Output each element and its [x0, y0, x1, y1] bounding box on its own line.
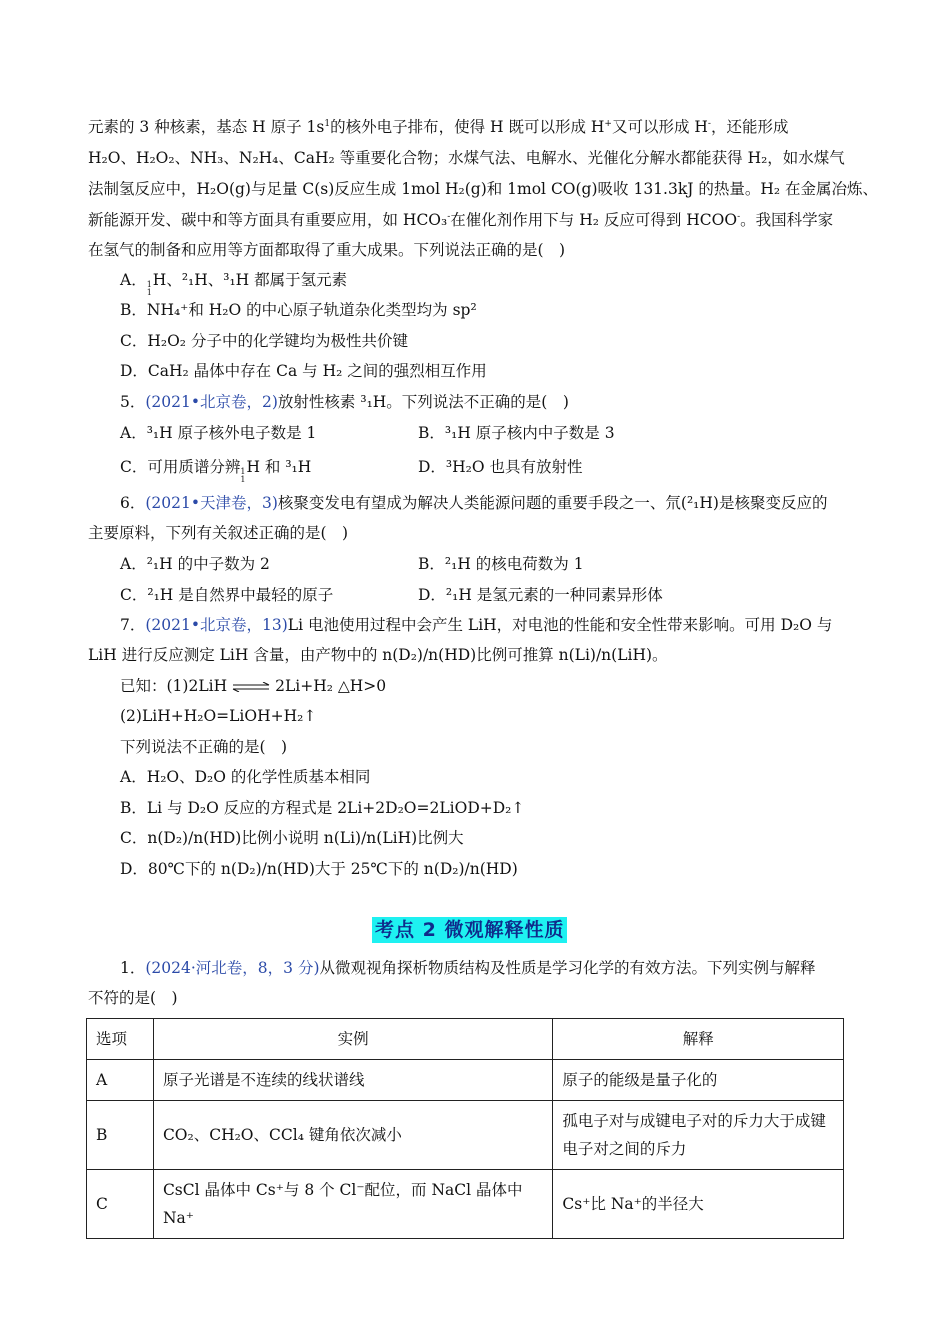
- q4-option-c: C．H₂O₂ 分子中的化学键均为极性共价键: [120, 332, 408, 350]
- q5-option-a: A．³₁H 原子核外电子数是 1: [120, 424, 317, 442]
- q4-option-d: D．CaH₂ 晶体中存在 Ca 与 H₂ 之间的强烈相互作用: [120, 362, 487, 380]
- q5-option-d: D．³H₂O 也具有放射性: [418, 458, 583, 476]
- q7-option-a: A．H₂O、D₂O 的化学性质基本相同: [120, 768, 371, 786]
- intro-line-1: 元素的 3 种核素，基态 H 原子 $1s^1$的核外电子排布，使得 H 既可以形成 H+又可以形成 H-，还能形成: [88, 118, 789, 136]
- s2q1-stem: 1．(2024·河北卷，8，3 分)从微观视角探析物质结构及性质是学习化学的有效方法。下列实例与解释: [120, 959, 816, 977]
- s2q1-stem-2: 不符的是( ): [88, 989, 178, 1007]
- q4-option-a: A． 1 1 H、²₁H、³₁H 都属于氢元素: [120, 271, 348, 297]
- q5-source-ref: (2021•北京卷，2): [145, 393, 278, 411]
- q7-ask: 下列说法不正确的是( ): [120, 738, 288, 756]
- intro-line-5: 在氢气的制备和应用等方面都取得了重大成果。下列说法正确的是( ): [88, 241, 566, 259]
- s2q1-source-ref: (2024·河北卷，8，3 分): [145, 959, 320, 977]
- q5-option-c: C．可用质谱分辨 1 1 H 和 ³₁H: [120, 458, 312, 484]
- q7-option-b: B．Li 与 D₂O 反应的方程式是 2Li+2D₂O=2LiOD+D₂↑: [120, 799, 525, 817]
- q7-known-1: 已知：(1)2LiH 2Li+H₂ △H>0: [120, 677, 387, 695]
- q4-option-b: B．NH₄⁺和 H₂O 的中心原子轨道杂化类型均为 sp²: [120, 301, 477, 319]
- q6-option-c: C．²₁H 是自然界中最轻的原子: [120, 586, 334, 604]
- table-cell: 孤电子对与成键电子对的斥力大于成键电子对之间的斥力: [553, 1101, 844, 1170]
- equilibrium-arrow-icon: [231, 682, 271, 692]
- table-cell: B: [87, 1101, 154, 1170]
- table-cell: 原子的能级是量子化的: [553, 1060, 844, 1101]
- intro-line-4: 新能源开发、碳中和等方面具有重要应用，如 HCO₃-在催化剂作用下与 H₂ 反应可得到 HCOO-。我国科学家: [88, 211, 834, 229]
- intro-line-2: H₂O、H₂O₂、NH₃、N₂H₄、CaH₂ 等重要化合物；水煤气法、电解水、光催化分解水都能获得 H₂，如水煤气: [88, 149, 845, 167]
- table-header-cell: 解释: [553, 1019, 844, 1060]
- q6-option-b: B．²₁H 的核电荷数为 1: [418, 555, 584, 573]
- table-row: [87, 1060, 844, 1101]
- table-cell: A: [87, 1060, 154, 1101]
- q6-source-ref: (2021•天津卷，3): [145, 494, 278, 512]
- q5-stem: 5．(2021•北京卷，2)放射性核素 ³₁H。下列说法不正确的是( ): [120, 393, 569, 411]
- table-header-cell: 实例: [153, 1019, 552, 1060]
- isotope-notation: 1 1: [146, 280, 152, 297]
- q7-stem-2: LiH 进行反应测定 LiH 含量，由产物中的 n(D₂)/n(HD)比例可推算 n(Li)/n(LiH)。: [88, 646, 668, 664]
- intro-line-3: 法制氢反应中，H₂O(g)与足量 C(s)反应生成 1mol H₂(g)和 1mol CO(g)吸收 131.3kJ 的热量。H₂ 在金属冶炼、: [88, 180, 879, 198]
- q6-stem-2: 主要原料，下列有关叙述正确的是( ): [88, 524, 349, 542]
- q6-option-a: A．²₁H 的中子数为 2: [120, 555, 270, 573]
- q7-source-ref: (2021•北京卷，13): [145, 616, 288, 634]
- q6-option-d: D．²₁H 是氢元素的一种同素异形体: [418, 586, 663, 604]
- table-header-cell: 选项: [87, 1019, 154, 1060]
- table-row: [87, 1101, 844, 1170]
- table-row: [87, 1170, 844, 1239]
- q5-option-b: B．³₁H 原子核内中子数是 3: [418, 424, 615, 442]
- q7-stem: 7．(2021•北京卷，13)Li 电池使用过程中会产生 LiH，对电池的性能和安全性带来影响。可用 D₂O 与: [120, 616, 833, 634]
- q6-stem: 6．(2021•天津卷，3)核聚变发电有望成为解决人类能源问题的重要手段之一、氘(²₁H)是核聚变反应的: [120, 494, 828, 512]
- table-cell: CO₂、CH₂O、CCl₄ 键角依次减小: [153, 1101, 552, 1170]
- table-cell: 原子光谱是不连续的线状谱线: [153, 1060, 552, 1101]
- q7-option-d: D．80℃下的 n(D₂)/n(HD)大于 25℃下的 n(D₂)/n(HD): [120, 860, 518, 878]
- q7-option-c: C．n(D₂)/n(HD)比例小说明 n(Li)/n(LiH)比例大: [120, 829, 464, 847]
- table-cell: CsCl 晶体中 Cs⁺与 8 个 Cl⁻配位，而 NaCl 晶体中 Na⁺: [153, 1170, 552, 1239]
- table-cell: C: [87, 1170, 154, 1239]
- isotope-notation: 1 1: [240, 467, 246, 484]
- section-heading: 考点 2 微观解释性质: [372, 917, 567, 943]
- table-header-row: [87, 1019, 844, 1060]
- comparison-table: [86, 1018, 844, 1239]
- q7-known-2: (2)LiH+H₂O=LiOH+H₂↑: [120, 707, 317, 725]
- table-cell: Cs⁺比 Na⁺的半径大: [553, 1170, 844, 1239]
